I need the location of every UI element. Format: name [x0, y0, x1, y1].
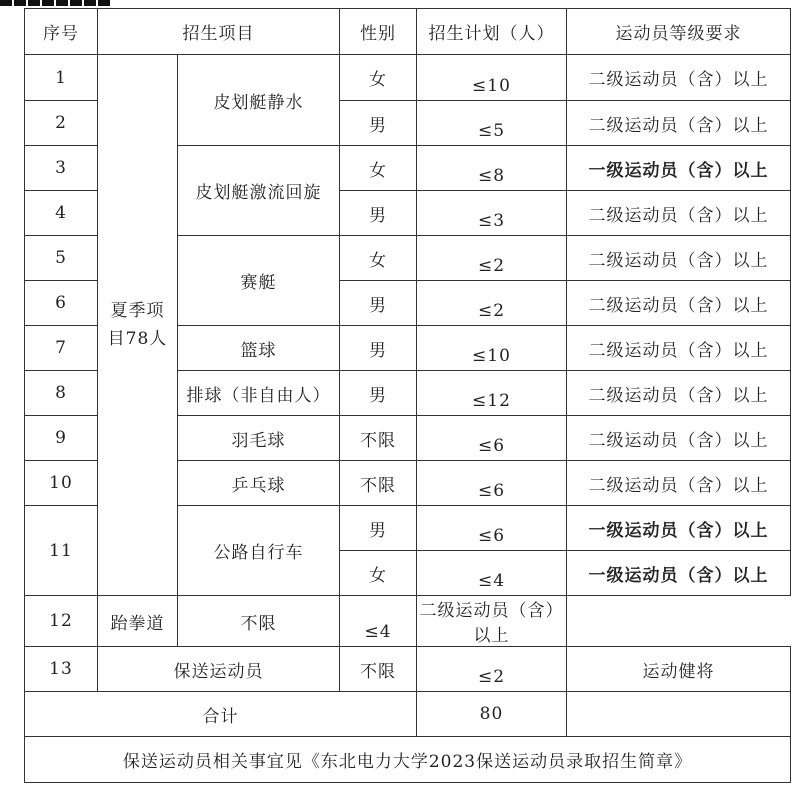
- row-gender: 不限: [178, 596, 340, 647]
- row-gender: 男: [340, 191, 417, 236]
- project-name: 皮划艇静水: [178, 55, 340, 146]
- row-gender: 不限: [340, 461, 417, 506]
- project-name: 保送运动员: [98, 647, 340, 692]
- row-no: 7: [25, 326, 98, 371]
- row-level: 一级运动员（含）以上: [567, 551, 791, 596]
- table-row: [25, 596, 791, 647]
- table-row: [25, 55, 791, 101]
- project-name: 跆拳道: [98, 596, 178, 647]
- row-gender: 不限: [340, 416, 417, 461]
- row-no: 3: [25, 146, 98, 191]
- row-gender: 男: [340, 371, 417, 416]
- row-plan: ≤2: [417, 281, 567, 326]
- row-level: 二级运动员（含）以上: [417, 596, 567, 647]
- row-plan: ≤4: [340, 596, 417, 647]
- row-no: 10: [25, 461, 98, 506]
- row-no: 9: [25, 416, 98, 461]
- row-no: 2: [25, 101, 98, 146]
- footnote-row: [25, 737, 791, 783]
- row-gender: 不限: [340, 647, 417, 692]
- header-level: 运动员等级要求: [567, 9, 791, 55]
- total-value: 80: [417, 692, 567, 737]
- row-plan: ≤12: [417, 371, 567, 416]
- row-level: 二级运动员（含）以上: [567, 55, 791, 101]
- project-name: 赛艇: [178, 236, 340, 326]
- table-header-row: [25, 9, 791, 55]
- row-no: 1: [25, 55, 98, 101]
- row-no: 13: [25, 647, 98, 692]
- header-plan: 招生计划（人）: [417, 9, 567, 55]
- row-gender: 女: [340, 146, 417, 191]
- row-level: 二级运动员（含）以上: [567, 416, 791, 461]
- footnote: 保送运动员相关事宜见《东北电力大学2023保送运动员录取招生简章》: [25, 737, 791, 783]
- header-gender: 性别: [340, 9, 417, 55]
- project-name: 篮球: [178, 326, 340, 371]
- row-gender: 女: [340, 55, 417, 101]
- row-level: 一级运动员（含）以上: [567, 146, 791, 191]
- header-project: 招生项目: [98, 9, 340, 55]
- row-level: 二级运动员（含）以上: [567, 281, 791, 326]
- row-gender: 女: [340, 236, 417, 281]
- row-level: 二级运动员（含）以上: [567, 326, 791, 371]
- row-gender: 女: [340, 551, 417, 596]
- project-name: 羽毛球: [178, 416, 340, 461]
- row-plan: ≤6: [417, 416, 567, 461]
- row-plan: ≤6: [417, 506, 567, 551]
- row-plan: ≤4: [417, 551, 567, 596]
- row-level: 二级运动员（含）以上: [567, 461, 791, 506]
- row-gender: 男: [340, 506, 417, 551]
- clipped-section-heading: [0, 0, 200, 6]
- row-plan: ≤3: [417, 191, 567, 236]
- group-label: 夏季项目78人: [98, 55, 178, 596]
- row-no: 12: [25, 596, 98, 647]
- row-level: 运动健将: [567, 647, 791, 692]
- total-row: [25, 692, 791, 737]
- row-plan: ≤10: [417, 326, 567, 371]
- row-level: 二级运动员（含）以上: [567, 371, 791, 416]
- row-no: 11: [25, 506, 98, 596]
- row-no: 4: [25, 191, 98, 236]
- row-plan: ≤10: [417, 55, 567, 101]
- header-no: 序号: [25, 9, 98, 55]
- row-level: 二级运动员（含）以上: [567, 191, 791, 236]
- project-name: 排球（非自由人）: [178, 371, 340, 416]
- project-name: 乒乓球: [178, 461, 340, 506]
- enrollment-table: [24, 8, 791, 783]
- row-level: 二级运动员（含）以上: [567, 236, 791, 281]
- row-no: 5: [25, 236, 98, 281]
- project-name: 皮划艇激流回旋: [178, 146, 340, 236]
- row-plan: ≤2: [417, 647, 567, 692]
- total-empty: [567, 692, 791, 737]
- row-plan: ≤2: [417, 236, 567, 281]
- row-no: 8: [25, 371, 98, 416]
- row-plan: ≤8: [417, 146, 567, 191]
- row-level: 一级运动员（含）以上: [567, 506, 791, 551]
- row-gender: 男: [340, 101, 417, 146]
- project-name: 公路自行车: [178, 506, 340, 596]
- row-plan: ≤6: [417, 461, 567, 506]
- row-level: 二级运动员（含）以上: [567, 101, 791, 146]
- table-row: [25, 647, 791, 692]
- row-plan: ≤5: [417, 101, 567, 146]
- row-gender: 男: [340, 326, 417, 371]
- row-no: 6: [25, 281, 98, 326]
- row-gender: 男: [340, 281, 417, 326]
- total-label: 合计: [25, 692, 417, 737]
